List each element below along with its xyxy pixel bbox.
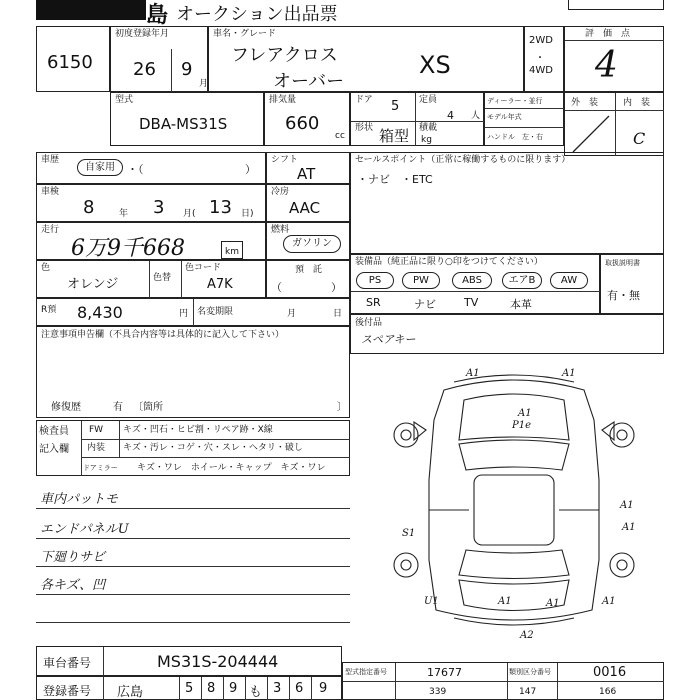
registration-region: 広島	[117, 685, 144, 700]
displacement-unit: cc	[335, 131, 345, 141]
equip-navi: ナビ	[414, 298, 436, 311]
mark-p1e: P1e	[512, 420, 532, 431]
name-change-label: 名変期限	[197, 307, 234, 317]
interior-value: C	[633, 129, 646, 148]
body-label: 形状	[355, 123, 374, 133]
mileage-unit: km	[225, 247, 239, 257]
first-reg-cell	[110, 26, 208, 92]
mileage-cell	[36, 222, 266, 260]
mark-a1-right-top: A1	[620, 500, 634, 511]
code2-label: 類別区分番号	[509, 668, 551, 676]
usage-value: 自家用	[77, 159, 123, 176]
registration-cell	[36, 676, 342, 700]
aircon-value: AAC	[289, 199, 321, 217]
inspection-year: 8	[83, 197, 95, 218]
drive-2wd: 2WD	[529, 35, 553, 46]
repair-value: 有	[113, 402, 123, 413]
mark-a1-windshield: A1	[518, 408, 532, 419]
equip-aw: AW	[550, 272, 588, 289]
usage-label: 車歴	[41, 155, 60, 165]
code2-value: 0016	[593, 665, 627, 680]
bottom-value-1: 339	[429, 687, 447, 697]
fuel-value: ガソリン	[283, 235, 341, 253]
drive-cell	[524, 26, 564, 92]
equip-airbag: エアB	[502, 272, 542, 289]
dealer-cell	[484, 92, 564, 146]
recycle-amount: 8,430	[77, 303, 123, 322]
car-name-line2: オーバー	[273, 71, 345, 92]
color-code-label: 色コード	[185, 263, 222, 273]
first-reg-year: 26	[133, 59, 156, 80]
color-code-value: A7K	[207, 277, 233, 292]
inspector-row1-part: FW	[89, 425, 104, 435]
mileage-label: 走行	[41, 225, 60, 235]
equip-ps: PS	[356, 272, 394, 289]
aircon-label: 冷房	[271, 187, 290, 197]
registration-char-2: 8	[207, 681, 216, 696]
door-capacity-cell	[350, 92, 484, 146]
handle-label: ハンドル 左・右	[487, 133, 543, 141]
first-reg-month-unit: 月	[199, 79, 209, 89]
mark-a1-rear-center-right: A1	[546, 598, 560, 609]
header-corner-box	[568, 0, 664, 10]
registration-char-3: 9	[229, 681, 238, 696]
registration-char-7: 9	[319, 681, 328, 696]
bottom-right-block	[342, 662, 664, 700]
capacity-unit: 人	[471, 111, 481, 121]
header-title-fragment: 島	[146, 3, 169, 28]
exterior-slash	[565, 110, 615, 156]
after-parts-value: スペアキー	[361, 333, 416, 346]
car-name-line1: フレアクロス	[231, 45, 338, 66]
inspection-label: 車検	[41, 187, 60, 197]
displacement-label: 排気量	[269, 95, 297, 105]
manual-value: 有・無	[607, 289, 640, 302]
registration-label: 登録番号	[43, 684, 92, 698]
car-name-label: 車名・グレード	[213, 29, 277, 39]
inspection-month-unit: 月(	[183, 209, 196, 219]
aircon-cell	[266, 184, 350, 222]
rating-cell	[564, 26, 664, 92]
bottom-value-3: 166	[599, 687, 617, 697]
model-year-label: モデル年式	[487, 113, 522, 121]
exterior-label: 外 装	[571, 98, 599, 108]
color-cell	[36, 260, 266, 298]
repair-bracket: 〔箇所	[133, 402, 163, 413]
code1-value: 17677	[427, 666, 462, 679]
equip-leather: 本革	[510, 298, 532, 311]
recycle-deposit-cell	[266, 260, 350, 298]
color-value: オレンジ	[67, 277, 119, 292]
after-parts-label: 後付品	[355, 318, 383, 328]
mark-u1-rear-left: U1	[424, 596, 439, 607]
color-change-label: 色替	[153, 273, 172, 283]
capacity-value: 4	[447, 109, 454, 122]
equip-pw: PW	[402, 272, 440, 289]
inspector-row2-text: キズ・汚レ・コゲ・穴・スレ・ヘタリ・破し	[123, 443, 303, 453]
color-label: 色	[41, 263, 51, 273]
sales-cell	[350, 152, 664, 254]
registration-char-6: 6	[295, 681, 304, 696]
manual-label: 取扱説明書	[605, 259, 640, 267]
inspection-day-unit: 日)	[241, 209, 254, 219]
mark-a2-rear: A2	[520, 630, 534, 641]
exterior-interior-cell	[564, 92, 664, 156]
equip-tv: TV	[464, 296, 479, 309]
inspection-year-unit: 年	[119, 209, 129, 219]
usage-paren-close: ）	[245, 163, 256, 176]
first-reg-month: 9	[181, 59, 193, 80]
mark-a1-front-left: A1	[466, 368, 480, 379]
car-name-cell	[208, 26, 524, 92]
handwritten-note-2: エンドパネルU	[40, 522, 129, 537]
recycle-paren-open: （	[271, 281, 282, 294]
mileage-value: 6万9千668	[71, 236, 185, 261]
fuel-cell	[266, 222, 350, 260]
grade: XS	[419, 51, 451, 79]
inspector-row2-part: 内装	[87, 443, 106, 453]
inspector-cell	[36, 420, 350, 476]
handwritten-note-4: 各キズ、凹	[40, 578, 106, 593]
inspector-row1-text: キズ・凹石・ヒビ割・リペア跡・X線	[123, 425, 273, 435]
inspection-month: 3	[153, 197, 165, 218]
chassis-label: 車台番号	[43, 656, 92, 670]
lot-number: 6150	[47, 52, 93, 73]
registration-char-1: 5	[185, 681, 194, 696]
bottom-value-2: 147	[519, 687, 537, 697]
displacement-value: 660	[285, 113, 320, 134]
lot-number-cell	[36, 26, 110, 92]
inspector-row3-part: ドアミラー	[83, 464, 118, 472]
chassis-value: MS31S-204444	[157, 652, 279, 671]
inspector-label-2: 記入欄	[39, 444, 69, 455]
equipment-label: 装備品（純正品に限り○印をつけてください）	[355, 257, 543, 267]
usage-cell	[36, 152, 266, 184]
handwritten-note-1: 車内パットモ	[40, 492, 119, 507]
first-reg-label: 初度登録年月	[115, 29, 170, 39]
model-value: DBA-MS31S	[139, 115, 228, 133]
name-change-day: 日	[333, 309, 343, 319]
mark-s1-left: S1	[402, 528, 416, 539]
mark-a1-front-right: A1	[562, 368, 576, 379]
repair-close: 〕	[337, 402, 347, 413]
recycle-paren-close: ）	[331, 281, 342, 294]
drive-dot: ・	[535, 53, 545, 64]
header-title: オークション出品票	[176, 4, 338, 25]
repair-label: 修復歴	[51, 402, 81, 413]
model-cell	[110, 92, 264, 146]
load-label: 積載	[419, 123, 438, 133]
mark-a1-right-mid: A1	[622, 522, 636, 533]
drive-4wd: 4WD	[529, 65, 553, 76]
registration-char-4: も	[249, 685, 263, 700]
code1-label: 型式指定番号	[345, 668, 387, 676]
sales-label: セールスポイント（正常に稼働するものに限ります）	[355, 155, 571, 165]
door-label: ドア	[355, 95, 373, 105]
interior-label: 内 装	[623, 98, 651, 108]
body-value: 箱型	[379, 127, 410, 145]
after-parts-cell	[350, 314, 664, 354]
dealer-label: ディーラー・並行	[487, 97, 543, 105]
registration-char-5: 3	[273, 681, 282, 696]
equip-sr: SR	[366, 296, 381, 309]
shift-cell	[266, 152, 350, 184]
inspector-label-1: 検査員	[39, 426, 69, 437]
fuel-label: 燃料	[271, 225, 290, 235]
header-black-bar	[36, 0, 146, 20]
recycle-yen: 円	[179, 309, 189, 319]
recycle-deposit-label: 預 託	[295, 265, 323, 275]
notes-cell	[36, 326, 350, 418]
load-unit: kg	[421, 135, 432, 145]
chassis-cell	[36, 646, 342, 676]
model-label: 型式	[115, 95, 134, 105]
inspection-day: 13	[209, 197, 232, 218]
handwritten-note-3: 下廻りサビ	[40, 550, 106, 565]
recycle-label: R預	[41, 305, 57, 315]
rating-value: 4	[595, 45, 618, 86]
displacement-cell	[264, 92, 350, 146]
notes-label: 注意事項申告欄（不具合内容等は具体的に記入して下さい）	[41, 330, 285, 340]
shift-value: AT	[297, 165, 316, 183]
inspector-row3-text: キズ・ワレ ホイール・キャップ キズ・ワレ	[137, 463, 326, 473]
inspection-cell	[36, 184, 266, 222]
door-value: 5	[391, 99, 400, 114]
shift-label: シフト	[271, 155, 299, 165]
usage-paren-open: ・（	[127, 163, 144, 176]
rating-label: 評 価 点	[585, 29, 631, 39]
mark-a1-rear-center-left: A1	[498, 596, 512, 607]
capacity-label: 定員	[419, 95, 438, 105]
manual-cell	[600, 254, 664, 314]
mark-a1-rear-right: A1	[602, 596, 616, 607]
equip-abs: ABS	[452, 272, 492, 289]
name-change-month: 月	[287, 309, 297, 319]
sales-value: ・ナビ ・ETC	[357, 173, 433, 186]
recycle-cell	[36, 298, 350, 326]
